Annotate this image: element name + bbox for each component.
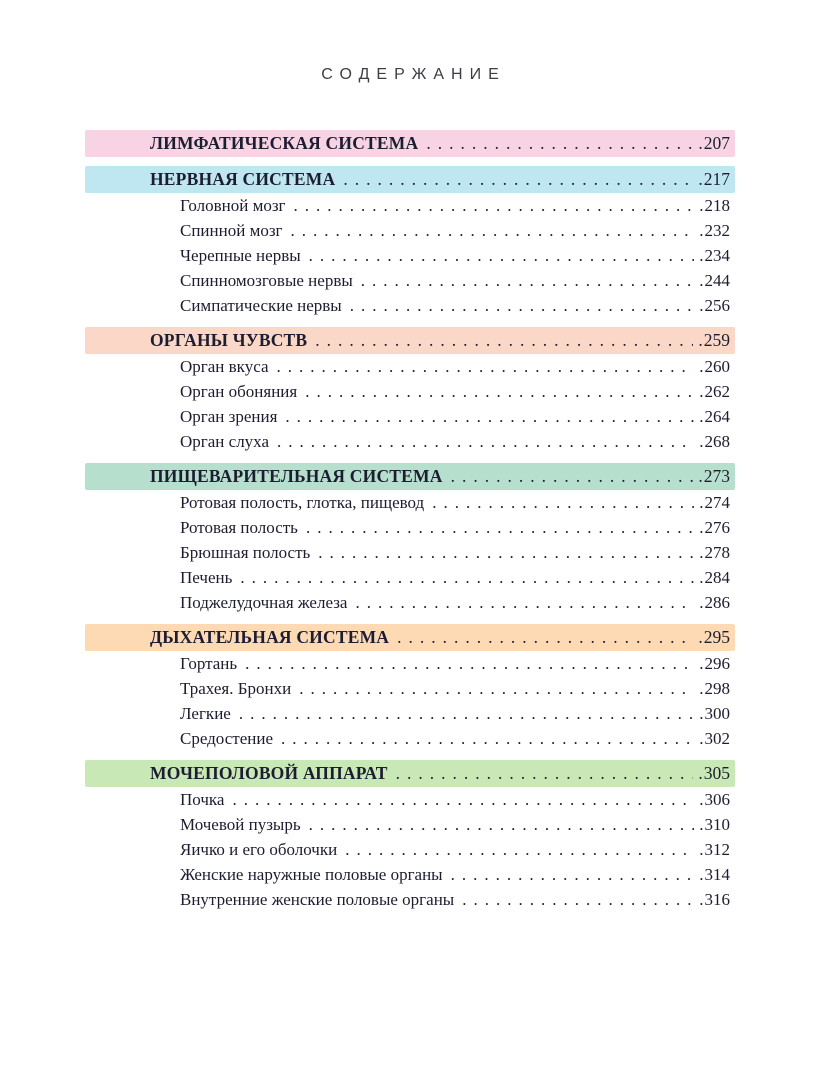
toc-item-page: . 234 xyxy=(699,243,730,268)
toc-item xyxy=(85,540,735,565)
toc-item-title: Почка xyxy=(180,790,225,809)
toc-item-page: . 302 xyxy=(699,726,730,751)
toc-item-title: Печень xyxy=(180,568,233,587)
dot-leader xyxy=(361,268,694,293)
dot-leader xyxy=(462,887,694,912)
toc-section xyxy=(85,463,735,615)
dot-leader xyxy=(245,651,694,676)
toc-section-header xyxy=(85,130,735,157)
toc-item-page: . 284 xyxy=(699,565,730,590)
dot-leader xyxy=(309,243,695,268)
toc-item-page: . 296 xyxy=(699,651,730,676)
dot-leader xyxy=(451,464,694,489)
toc-section-page: . 305 xyxy=(698,761,730,786)
toc-item-title: Трахея. Бронхи xyxy=(180,679,292,698)
dot-leader xyxy=(309,812,695,837)
toc-section-header xyxy=(85,166,735,193)
toc-item-title: Поджелудочная железа xyxy=(180,593,348,612)
toc-item xyxy=(85,565,735,590)
toc-section-header xyxy=(85,327,735,354)
toc-item-page: . 300 xyxy=(699,701,730,726)
toc-item-title: Симпатические нервы xyxy=(180,296,342,315)
toc-item-page: . 232 xyxy=(699,218,730,243)
dot-leader xyxy=(299,676,694,701)
dot-leader xyxy=(291,218,695,243)
dot-leader xyxy=(277,354,695,379)
dot-leader xyxy=(232,787,694,812)
dot-leader xyxy=(345,837,694,862)
toc-item-page: . 268 xyxy=(699,429,730,454)
toc-item-title: Мочевой пузырь xyxy=(180,815,301,834)
dot-leader xyxy=(240,565,694,590)
toc-section-title: ОРГАНЫ ЧУВСТВ xyxy=(150,330,308,350)
toc-item xyxy=(85,726,735,751)
toc-section-header xyxy=(85,624,735,651)
toc-item-page: . 298 xyxy=(699,676,730,701)
toc-item xyxy=(85,701,735,726)
toc-item-title: Брюшная полость xyxy=(180,543,311,562)
toc-section-title: ЛИМФАТИЧЕСКАЯ СИСТЕМА xyxy=(150,133,419,153)
toc-item-page: . 264 xyxy=(699,404,730,429)
toc-item xyxy=(85,193,735,218)
toc-item-title: Средостение xyxy=(180,729,273,748)
toc-section-header xyxy=(85,463,735,490)
toc-item xyxy=(85,429,735,454)
toc-item xyxy=(85,862,735,887)
toc-item-title: Черепные нервы xyxy=(180,246,301,265)
toc-item-title: Ротовая полость, глотка, пищевод xyxy=(180,493,425,512)
toc-item-page: . 306 xyxy=(699,787,730,812)
toc-item-page: . 314 xyxy=(699,862,730,887)
toc-item xyxy=(85,293,735,318)
toc-item-title: Спинномозговые нервы xyxy=(180,271,353,290)
toc-section-page: . 259 xyxy=(698,328,730,353)
dot-leader xyxy=(397,625,693,650)
toc-item-title: Легкие xyxy=(180,704,231,723)
toc-item-title: Женские наружные половые органы xyxy=(180,865,443,884)
toc-item-title: Ротовая полость xyxy=(180,518,298,537)
toc-item-page: . 286 xyxy=(699,590,730,615)
toc-item xyxy=(85,404,735,429)
dot-leader xyxy=(426,131,693,156)
dot-leader xyxy=(343,167,693,192)
toc-item-page: . 278 xyxy=(699,540,730,565)
toc-item-page: . 262 xyxy=(699,379,730,404)
toc-item xyxy=(85,379,735,404)
dot-leader xyxy=(281,726,694,751)
toc-item-title: Гортань xyxy=(180,654,238,673)
toc-section-title: ДЫХАТЕЛЬНАЯ СИСТЕМА xyxy=(150,627,390,647)
toc-section-page: . 295 xyxy=(698,625,730,650)
dot-leader xyxy=(350,293,695,318)
toc-item-page: . 218 xyxy=(699,193,730,218)
toc-section-page: . 217 xyxy=(698,167,730,192)
toc-section xyxy=(85,327,735,454)
toc-item-page: . 274 xyxy=(699,490,730,515)
toc-item xyxy=(85,515,735,540)
toc-item-title: Головной мозг xyxy=(180,196,286,215)
toc-section-page: . 207 xyxy=(698,131,730,156)
toc-item-page: . 312 xyxy=(699,837,730,862)
dot-leader xyxy=(396,761,694,786)
dot-leader xyxy=(305,379,694,404)
toc-item-title: Орган слуха xyxy=(180,432,269,451)
dot-leader xyxy=(315,328,693,353)
toc-section-title: ПИЩЕВАРИТЕЛЬНАЯ СИСТЕМА xyxy=(150,466,443,486)
toc-item-page: . 260 xyxy=(699,354,730,379)
toc-item xyxy=(85,243,735,268)
toc-item-page: . 276 xyxy=(699,515,730,540)
dot-leader xyxy=(432,490,694,515)
toc-item-title: Орган зрения xyxy=(180,407,278,426)
toc-item xyxy=(85,268,735,293)
toc-item xyxy=(85,490,735,515)
dot-leader xyxy=(355,590,694,615)
toc-item xyxy=(85,812,735,837)
dot-leader xyxy=(285,404,694,429)
toc-section xyxy=(85,130,735,157)
toc-item-page: . 244 xyxy=(699,268,730,293)
dot-leader xyxy=(277,429,694,454)
dot-leader xyxy=(318,540,694,565)
table-of-contents xyxy=(85,130,735,912)
dot-leader xyxy=(294,193,695,218)
toc-item xyxy=(85,676,735,701)
toc-section-page: . 273 xyxy=(698,464,730,489)
toc-section-title: МОЧЕПОЛОВОЙ АППАРАТ xyxy=(150,763,388,783)
toc-item-title: Яичко и его оболочки xyxy=(180,840,338,859)
page-title: СОДЕРЖАНИЕ xyxy=(321,66,506,83)
toc-item xyxy=(85,354,735,379)
dot-leader xyxy=(306,515,694,540)
toc-section-header xyxy=(85,760,735,787)
toc-item xyxy=(85,837,735,862)
dot-leader xyxy=(451,862,695,887)
toc-item xyxy=(85,787,735,812)
toc-item-page: . 310 xyxy=(699,812,730,837)
toc-item-title: Орган вкуса xyxy=(180,357,269,376)
toc-item-page: . 316 xyxy=(699,887,730,912)
toc-section xyxy=(85,166,735,318)
toc-item xyxy=(85,590,735,615)
toc-item xyxy=(85,651,735,676)
toc-section xyxy=(85,760,735,912)
toc-item-title: Спинной мозг xyxy=(180,221,283,240)
toc-item xyxy=(85,218,735,243)
dot-leader xyxy=(239,701,694,726)
toc-item xyxy=(85,887,735,912)
toc-item-title: Внутренние женские половые органы xyxy=(180,890,455,909)
toc-section-title: НЕРВНАЯ СИСТЕМА xyxy=(150,169,336,189)
toc-section xyxy=(85,624,735,751)
toc-item-title: Орган обоняния xyxy=(180,382,298,401)
toc-item-page: . 256 xyxy=(699,293,730,318)
